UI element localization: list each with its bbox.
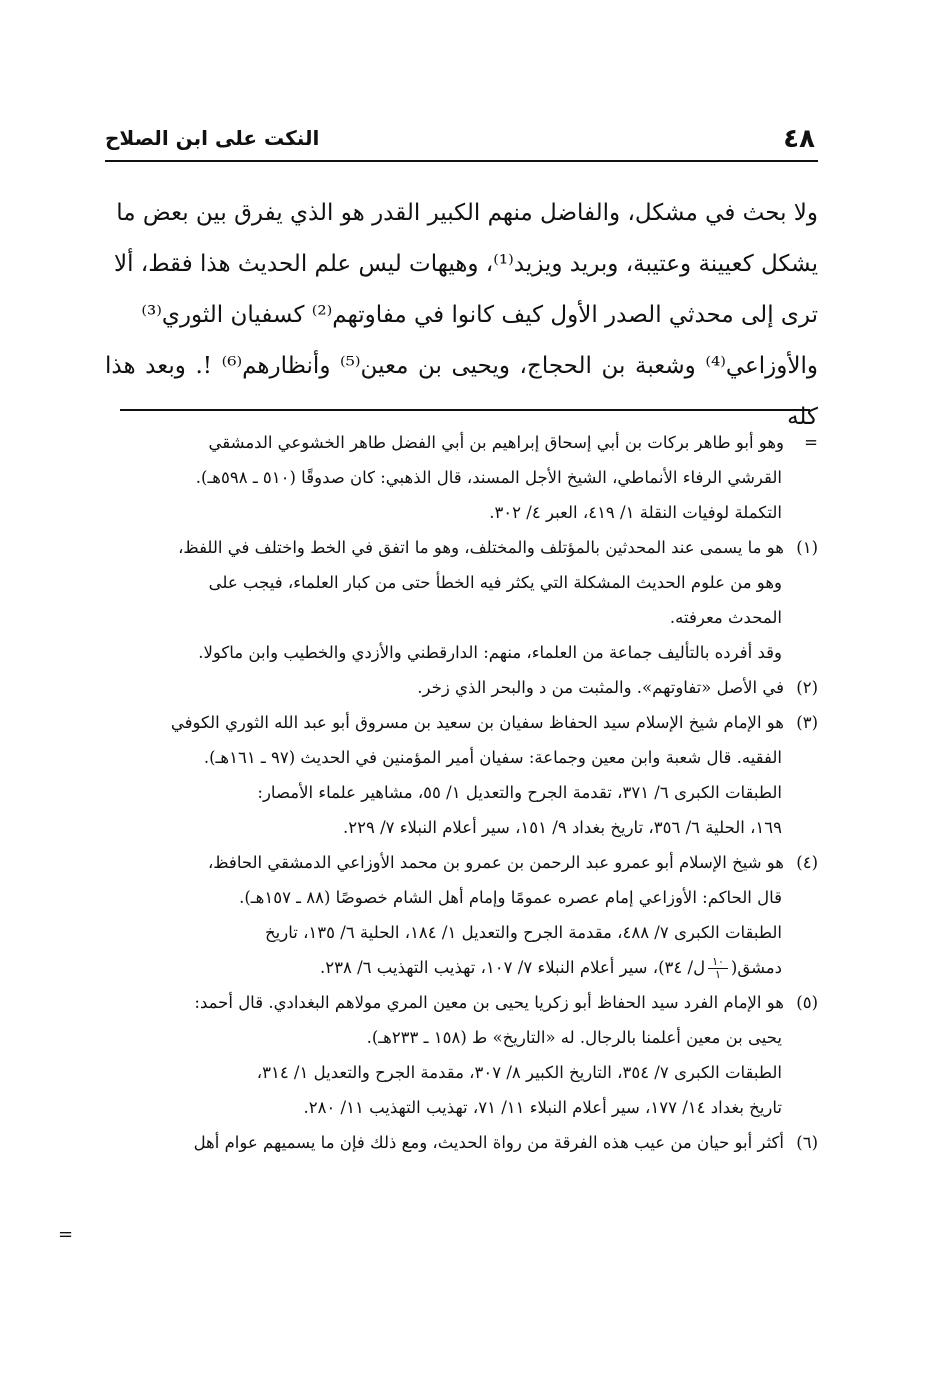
footnote-separator bbox=[120, 409, 810, 411]
volume-fraction bbox=[708, 956, 728, 981]
footnote-line: الطبقات الكبرى ٧/ ٤٨٨، مقدمة الجرح والتعديل ١/ ١٨٤، الحلية ٦/ ١٣٥، تاريخ bbox=[265, 923, 782, 942]
footnote-2 bbox=[105, 670, 818, 705]
footnotes bbox=[105, 425, 818, 1160]
footnote-continuation bbox=[105, 425, 818, 530]
continuation-marker: = bbox=[804, 433, 818, 452]
footnote-number: (١) bbox=[796, 538, 818, 557]
footnote-line: وهو أبو طاهر بركات بن أبي إسحاق إبراهيم بن أبي الفضل طاهر الخشوعي الدمشقي bbox=[208, 433, 784, 452]
footnote-number: (٤) bbox=[796, 853, 818, 872]
footnote-line: القرشي الرفاء الأنماطي، الشيخ الأجل المسند، قال الذهبي: كان صدوقًا (٥١٠ ـ ٥٩٨هـ). bbox=[195, 468, 782, 487]
footnote-text: ل/ ٣٤)، سير أعلام النبلاء ٧/ ١٠٧، تهذيب التهذيب ٦/ ٢٣٨. bbox=[320, 958, 706, 977]
footnote-4 bbox=[105, 845, 818, 985]
footnote-number: (٢) bbox=[796, 678, 818, 697]
footnote-line: الطبقات الكبرى ٧/ ٣٥٤، التاريخ الكبير ٨/ ٣٠٧، مقدمة الجرح والتعديل ١/ ٣١٤، bbox=[256, 1063, 782, 1082]
footnote-line: تاريخ بغداد ١٤/ ١٧٧، سير أعلام النبلاء ١١/ ٧١، تهذيب التهذيب ١١/ ٢٨٠. bbox=[303, 1098, 782, 1117]
page-header bbox=[105, 118, 815, 158]
footnote-line: هو ما يسمى عند المحدثين بالمؤتلف والمختلف، وهو ما اتفق في الخط واختلف في اللفظ، bbox=[178, 538, 784, 557]
footnote-line: التكملة لوفيات النقلة ١/ ٤١٩، العبر ٤/ ٣٠٢. bbox=[489, 503, 782, 522]
footnote-line: الطبقات الكبرى ٦/ ٣٧١، تقدمة الجرح والتعديل ١/ ٥٥، مشاهير علماء الأمصار: bbox=[257, 783, 782, 802]
main-line: ترى إلى محدثي الصدر الأول كيف كانوا في مفاوتهم⁽²⁾ كسفيان الثوري⁽³⁾ bbox=[141, 302, 818, 328]
footnote-line: هو شيخ الإسلام أبو عمرو عبد الرحمن بن عمرو بن محمد الأوزاعي الدمشقي الحافظ، bbox=[207, 853, 784, 872]
footnote-line: هو الإمام الفرد سيد الحفاظ أبو زكريا يحيى بن معين المري مولاهم البغدادي. قال أحمد: bbox=[194, 993, 784, 1012]
main-line: يشكل كعيينة وعتيبة، وبريد ويزيد⁽¹⁾، وهيهات ليس علم الحديث هذا فقط، ألا bbox=[113, 251, 818, 277]
page-number: ٤٨ bbox=[783, 124, 815, 154]
footnote-text: دمشق( bbox=[730, 958, 782, 977]
footnote-1 bbox=[105, 530, 818, 670]
footnote-line: وهو من علوم الحديث المشكلة التي يكثر فيه الخطأ حتى من كبار العلماء، فيجب على bbox=[208, 573, 782, 592]
footnote-line: قال الحاكم: الأوزاعي إمام عصره عمومًا وإمام أهل الشام خصوصًا (٨٨ ـ ١٥٧هـ). bbox=[239, 888, 782, 907]
footnote-line: وقد أفرده بالتأليف جماعة من العلماء، منهم: الدارقطني والأزدي والخطيب وابن ماكولا. bbox=[198, 643, 782, 662]
footnote-number: (٥) bbox=[796, 993, 818, 1012]
footnote-6 bbox=[105, 1125, 818, 1160]
footnote-line: هو الإمام شيخ الإسلام سيد الحفاظ سفيان بن سعيد بن مسروق أبو عبد الله الثوري الكوفي bbox=[170, 713, 784, 732]
footnote-line: الفقيه. قال شعبة وابن معين وجماعة: سفيان أمير المؤمنين في الحديث (٩٧ ـ ١٦١هـ). bbox=[203, 748, 782, 767]
footnote-line: ١٦٩، الحلية ٦/ ٣٥٦، تاريخ بغداد ٩/ ١٥١، سير أعلام النبلاء ٧/ ٢٢٩. bbox=[343, 818, 782, 837]
main-line: والأوزاعي⁽⁴⁾ وشعبة بن الحجاج، ويحيى بن معين⁽⁵⁾ وأنظارهم⁽⁶⁾ !. وبعد هذا كله bbox=[105, 353, 818, 430]
footnote-line: المحدث معرفته. bbox=[669, 608, 782, 627]
footnote-line: أكثر أبو حيان من عيب هذه الفرقة من رواة الحديث، ومع ذلك فإن ما يسميهم عوام أهل bbox=[193, 1133, 784, 1152]
footnote-number: (٦) bbox=[796, 1133, 818, 1152]
footnote-line: في الأصل «تفاوتهم». والمثبت من د والبحر الذي زخر. bbox=[417, 678, 784, 697]
footnote-line: يحيى بن معين أعلمنا بالرجال. له «التاريخ» ط (١٥٨ ـ ٢٣٣هـ). bbox=[366, 1028, 782, 1047]
main-text bbox=[105, 188, 818, 443]
running-title: النكت على ابن الصلاح bbox=[105, 126, 320, 150]
header-rule bbox=[105, 160, 818, 162]
footnote-5 bbox=[105, 985, 818, 1125]
fraction-numerator: ١٠ bbox=[708, 956, 728, 969]
main-line: ولا بحث في مشكل، والفاضل منهم الكبير القدر هو الذي يفرق بين بعض ما bbox=[116, 200, 818, 226]
fraction-denominator: ١ bbox=[715, 968, 721, 981]
footnote-number: (٣) bbox=[796, 713, 818, 732]
footnote-line bbox=[105, 950, 818, 985]
footnote-3 bbox=[105, 705, 818, 845]
continued-marker: = bbox=[58, 1224, 74, 1245]
